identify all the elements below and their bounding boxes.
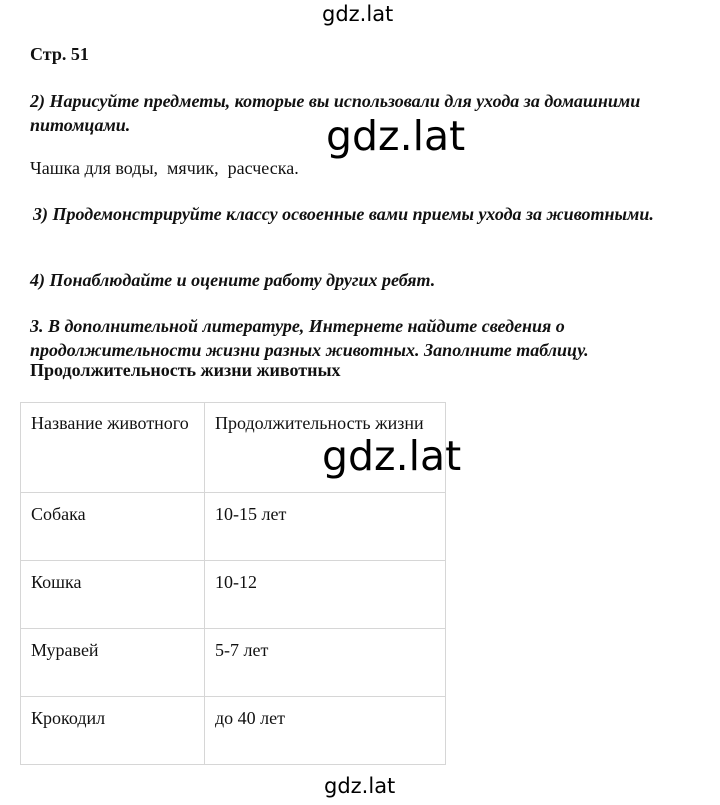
header-cell-lifespan: Продолжительность жизни [205, 403, 446, 493]
cell-lifespan: 10-15 лет [205, 493, 446, 561]
watermark-bottom: gdz.lat [324, 774, 396, 798]
cell-animal: Крокодил [21, 697, 205, 765]
cell-animal: Собака [21, 493, 205, 561]
task-4-heading: 4) Понаблюдайте и оцените работу других ребят. [30, 270, 436, 290]
cell-animal: Муравей [21, 629, 205, 697]
task-2-answer: Чашка для воды, мячик, расческа. [30, 158, 299, 178]
table-title: Продолжительность жизни животных [30, 360, 341, 380]
cell-lifespan: 5-7 лет [205, 629, 446, 697]
watermark-middle-1: gdz.lat [326, 112, 466, 160]
cell-lifespan: 10-12 [205, 561, 446, 629]
watermark-middle-2: gdz.lat [322, 432, 462, 480]
header-cell-animal: Название животного [21, 403, 205, 493]
task-2-heading: 2) Нарисуйте предметы, которые вы использовали для ухода за домашними питомцами. [30, 91, 641, 135]
task-5-heading: 3. В дополнительной литературе, Интернете найдите сведения о продолжительности жизни разных животных. Заполните таблицу. [30, 316, 589, 360]
table-row [21, 561, 446, 629]
task-3-heading: 3) Продемонстрируйте классу освоенные вами приемы ухода за животными. [33, 204, 654, 224]
cell-lifespan: до 40 лет [205, 697, 446, 765]
watermark-top: gdz.lat [322, 2, 394, 26]
table-row [21, 697, 446, 765]
table-row [21, 629, 446, 697]
page-number: Стр. 51 [30, 44, 89, 64]
cell-animal: Кошка [21, 561, 205, 629]
table-row [21, 493, 446, 561]
